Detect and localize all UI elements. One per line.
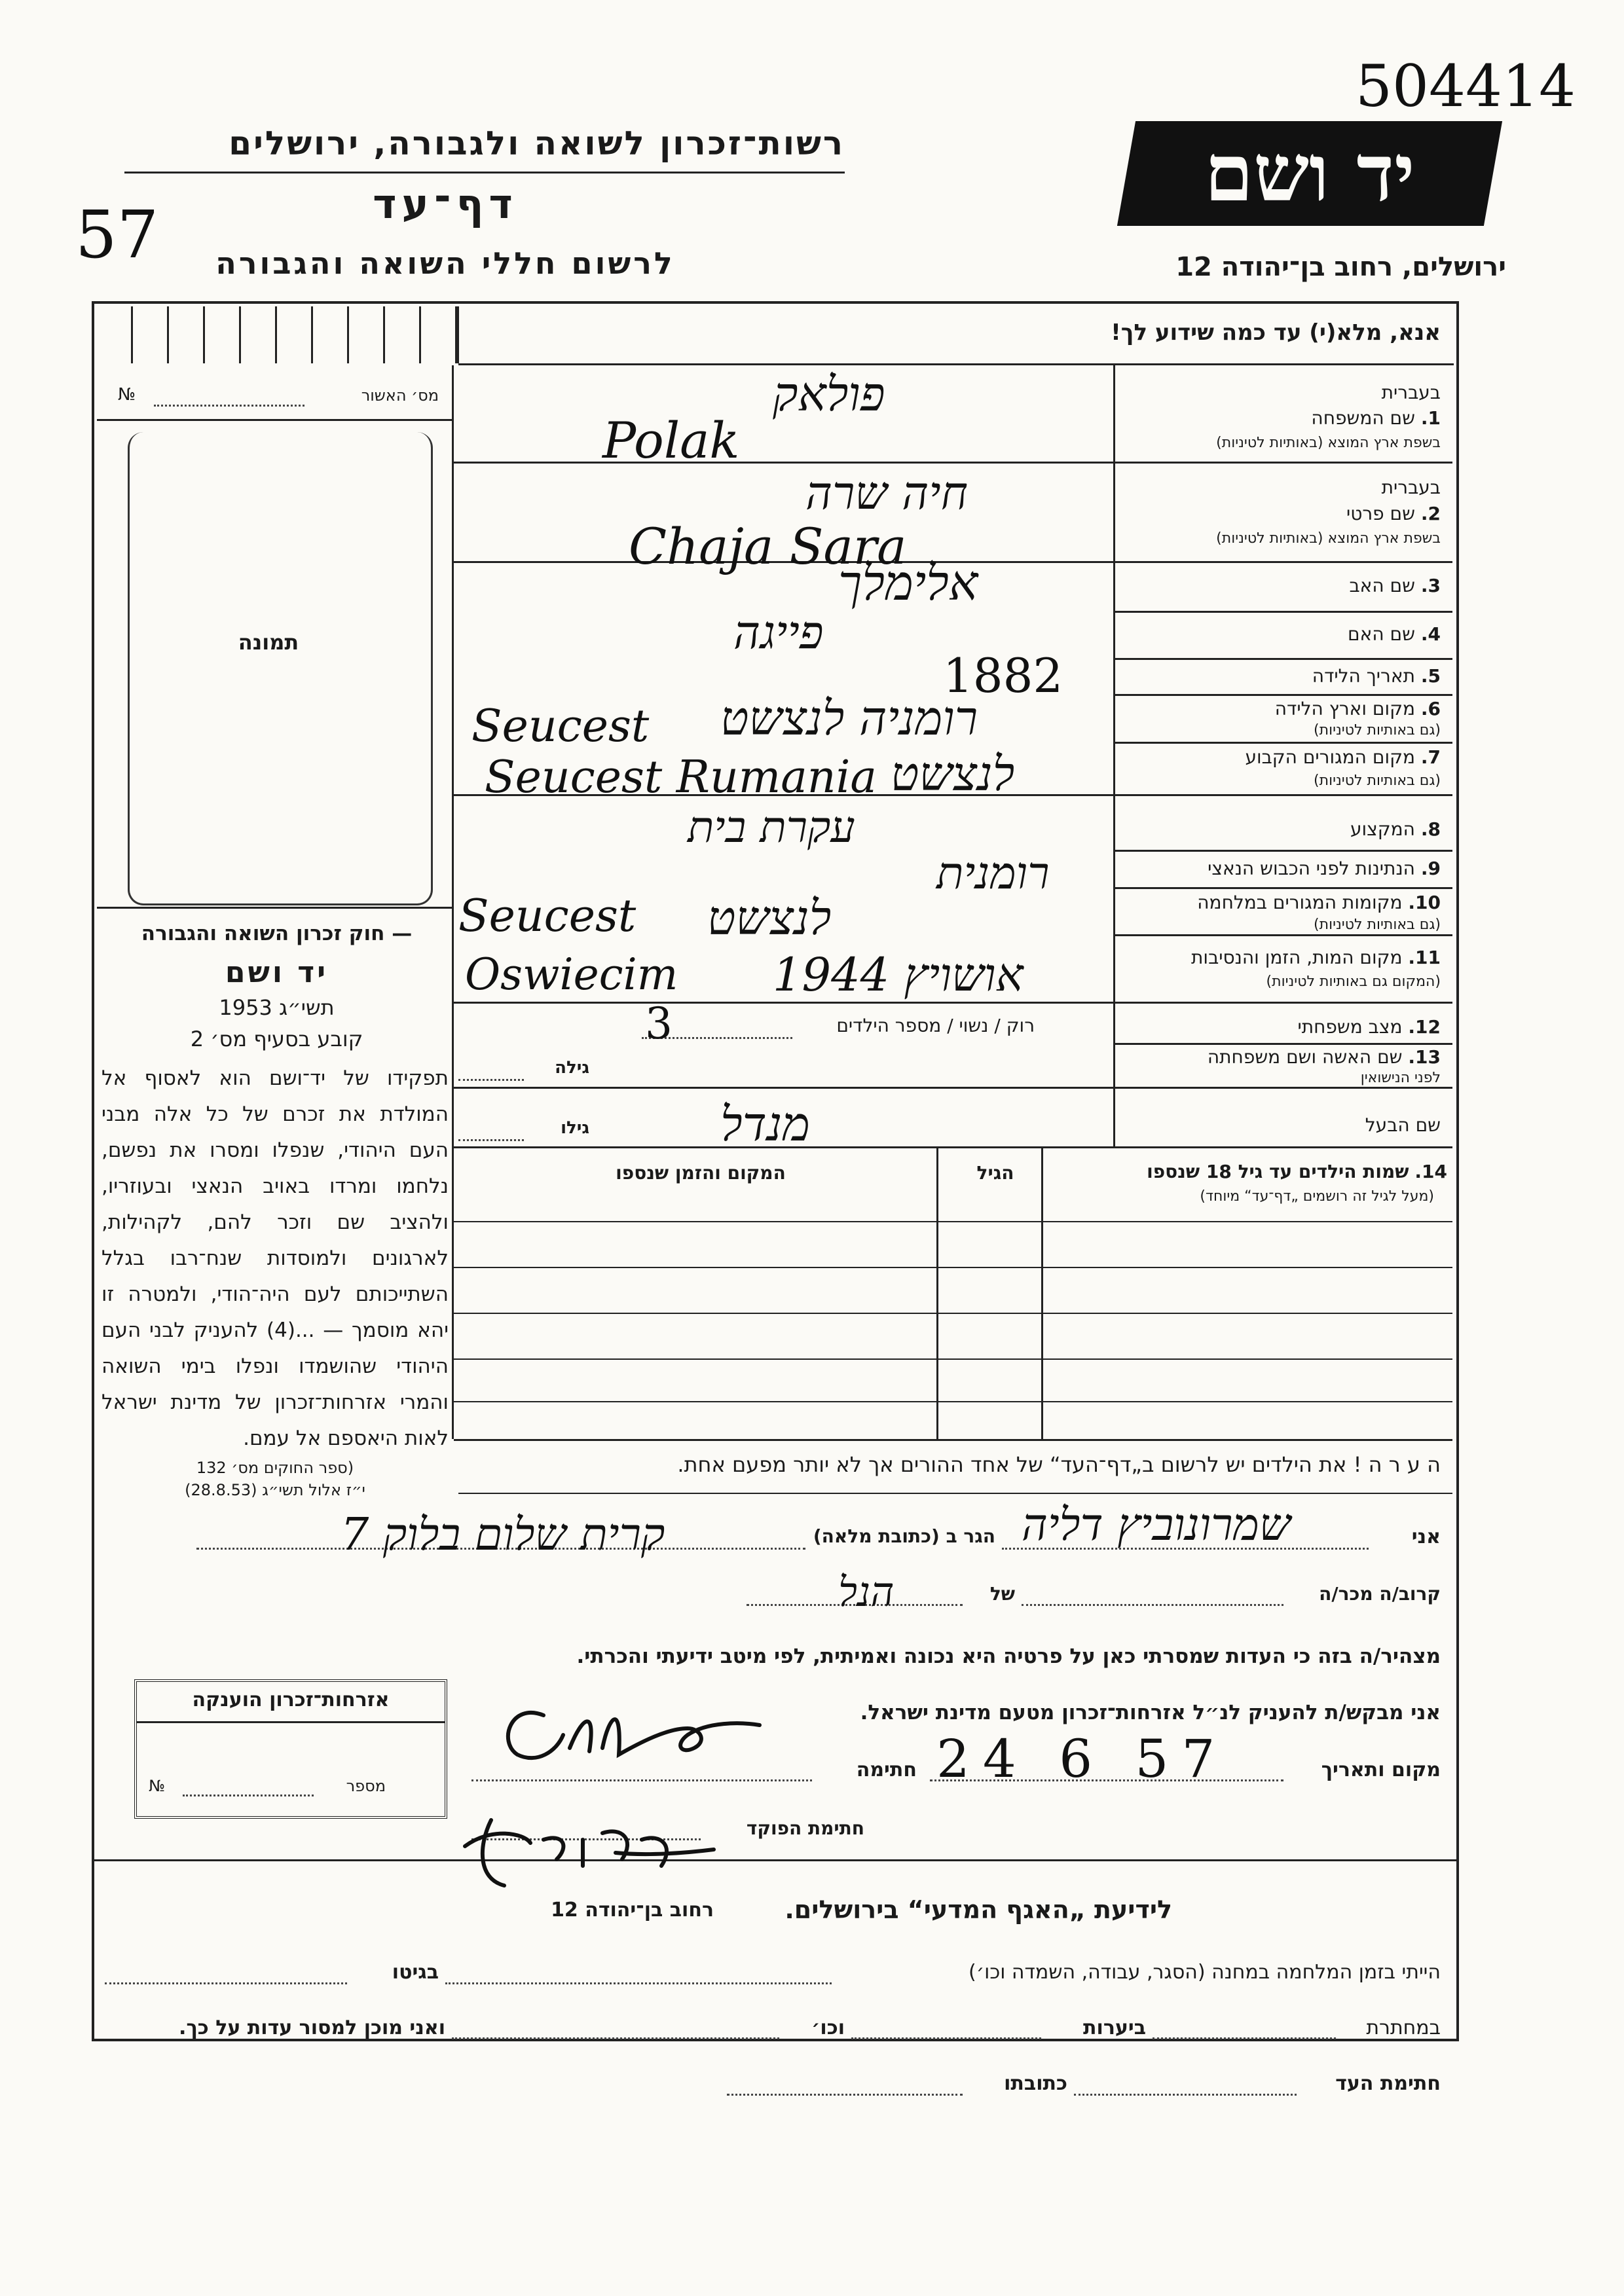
field-10-sub: (גם באותיות לטיניות) xyxy=(1314,917,1441,933)
citizenship-box-title: אזרחות־זכרון הוענקה xyxy=(192,1688,390,1711)
children-col-place: המקום והזמן שנספו xyxy=(616,1162,786,1184)
bottom-address-label: כתובתו xyxy=(1004,2072,1067,2095)
nationality-value: רומנית xyxy=(936,848,1050,900)
declarant-resides-label: הגר ב (כתובת מלאה) xyxy=(813,1525,995,1547)
relation-label: קרוב/ה מכר/ה xyxy=(1319,1583,1441,1605)
field-9-text: הנתינות לפני הכבוש הנאצי xyxy=(1208,858,1415,879)
children-col-divider-1 xyxy=(936,1146,938,1439)
law-reference-2: י״ז אלול תשי״ג (28.8.53) xyxy=(185,1481,365,1499)
law-reference-1: (ספר החוקים מס׳ 132 xyxy=(196,1459,354,1477)
law-year: תשי״ג 1953 xyxy=(219,995,335,1020)
field-11-number: 11. xyxy=(1408,947,1441,968)
bottom-witness-sig-label: חתימת העד xyxy=(1335,2072,1441,2095)
field-2-label xyxy=(1133,503,1441,524)
bottom-camp-label: הייתי בזמן המלחמה במחנה (הסגר, עבודה, השמדה וכו׳) xyxy=(968,1961,1441,1984)
page-title: דף־עד xyxy=(373,180,518,228)
field-4-separator xyxy=(1113,658,1452,660)
bottom-ghetto-line xyxy=(105,1982,347,1984)
citizenship-number-line xyxy=(183,1795,314,1796)
bottom-address-line xyxy=(727,2094,963,2096)
wartime-residence-latin-value: Seucest xyxy=(458,890,637,942)
husband-age-line xyxy=(458,1139,524,1141)
children-row-5 xyxy=(454,1401,1452,1402)
field-10-number: 10. xyxy=(1408,892,1441,913)
field-7-label xyxy=(1133,746,1441,768)
instruction-underline xyxy=(458,363,1454,365)
relation-of-label: של xyxy=(989,1583,1015,1605)
field-11-label xyxy=(1120,947,1441,968)
death-place-latin-value: Oswiecim xyxy=(465,949,678,1000)
citizenship-no-sign: № xyxy=(149,1777,165,1795)
signature-line xyxy=(471,1779,812,1781)
approval-number-line xyxy=(154,405,304,407)
field-12-text: מצב משפחתי xyxy=(1297,1016,1403,1038)
wartime-residence-hebrew-value: לנצשט xyxy=(707,890,832,945)
mother-name-value: פייגה xyxy=(733,606,824,659)
photo-label: תמונה xyxy=(238,630,299,655)
husband-name-value: מנדל xyxy=(720,1097,810,1152)
children-table-bottom xyxy=(454,1439,1452,1441)
place-date-label: מקום ותאריך xyxy=(1321,1758,1441,1781)
field-8-number: 8. xyxy=(1420,818,1441,840)
children-row-4 xyxy=(454,1358,1452,1360)
bottom-title: לידיעת „האגף המדעי“ בירושלים. xyxy=(784,1895,1172,1924)
field-5-text: תאריך הלידה xyxy=(1312,665,1415,687)
citizenship-request: אני מבקש/ת להעניק לנ״ל אזרחות־זכרון מטעם מדינת ישראל. xyxy=(860,1701,1441,1724)
citizenship-box xyxy=(134,1679,447,1819)
field-2-sub: בשפת ארץ המוצא (באותיות לטיניות) xyxy=(1216,530,1441,547)
left-panel-divider xyxy=(452,365,454,1439)
children-row-1 xyxy=(454,1221,1452,1222)
field-3-separator xyxy=(1113,611,1452,613)
occupation-value: עקרת בית xyxy=(688,802,855,852)
field-9-label xyxy=(1120,858,1441,879)
birth-place-latin-value: Seucest xyxy=(471,701,650,752)
field-9-separator xyxy=(1113,887,1452,889)
field-9-number: 9. xyxy=(1420,858,1441,879)
field-5-number: 5. xyxy=(1420,665,1441,687)
field-14-text: שמות הילדים עד גיל 18 שנספו xyxy=(1147,1161,1409,1182)
bottom-testimony-label: ואני מוכן למסור עדות על כך. xyxy=(179,2016,445,2039)
residence-latin-value: Seucest Rumania xyxy=(485,752,877,803)
field-12-options: רוק / נשוי / מספר הילדים xyxy=(836,1015,1035,1036)
field-7-text: מקום המגורים הקבוע xyxy=(1245,746,1415,768)
officer-signature-label: חתימת הפוקד xyxy=(746,1817,864,1839)
field-13-sub: לפני הנישואין xyxy=(1360,1070,1441,1086)
field-7-sub: (גם באותיות לטיניות) xyxy=(1314,773,1441,789)
field-3-text: שם האב xyxy=(1349,575,1415,596)
field-4-number: 4. xyxy=(1420,623,1441,645)
law-logo: יד ושם xyxy=(225,956,329,989)
declaration-date-value: 24 6 57 xyxy=(936,1728,1228,1789)
bottom-etc-line xyxy=(452,2037,779,2039)
field-1-number: 1. xyxy=(1420,407,1441,429)
note-separator xyxy=(458,1493,1452,1494)
field-1-hebrew-note: בעברית xyxy=(1381,382,1441,403)
children-count-value: 3 xyxy=(645,998,673,1049)
corner-number: 57 xyxy=(75,196,159,273)
field-6-sub: (גם באותיות לטיניות) xyxy=(1314,722,1441,738)
children-row-2 xyxy=(454,1267,1452,1268)
surname-latin-value: Polak xyxy=(602,411,740,469)
stamp-number: 504414 xyxy=(1356,52,1576,120)
instruction-text: אנא, מלא(י) עד כמה שידוע לך! xyxy=(1111,319,1441,346)
surname-hebrew-value: פולאק xyxy=(773,367,885,422)
field-3-label xyxy=(1133,575,1441,596)
wife-age-line xyxy=(458,1079,524,1081)
field-12-label xyxy=(1133,1016,1441,1038)
given-name-hebrew-value: חיה שרה xyxy=(805,466,969,520)
birth-date-value: 1882 xyxy=(943,648,1063,703)
children-note: ה ע ר ה ! את הילדים יש לרשום ב„דף־העד“ של אחד ההורים אך לא יותר מפעם אחת. xyxy=(677,1452,1441,1477)
bottom-camp-line xyxy=(445,1982,832,1984)
bottom-etc-label: וכו׳ xyxy=(811,2016,845,2039)
approval-label: מס׳ האשור xyxy=(361,386,439,405)
children-col-age: הגיל xyxy=(976,1162,1014,1184)
field-4-text: שם האם xyxy=(1348,623,1415,645)
bottom-witness-sig-line xyxy=(1074,2094,1297,2096)
bottom-forests-line xyxy=(851,2037,1041,2039)
children-row-3 xyxy=(454,1313,1452,1314)
authority-underline xyxy=(124,172,845,173)
declarant-signature xyxy=(491,1689,766,1774)
field-13-text: שם האשה ושם משפחתה xyxy=(1207,1046,1403,1068)
field-6-label xyxy=(1133,698,1441,720)
residence-hebrew-value: לנצשט xyxy=(891,746,1015,801)
field-6-separator xyxy=(1113,742,1452,744)
field-14-number: 14. xyxy=(1414,1161,1447,1182)
citizenship-box-title-line xyxy=(137,1721,445,1723)
yad-vashem-logo xyxy=(1117,121,1502,226)
declarant-address-value: קרית שלום בלוק 7 xyxy=(341,1509,665,1561)
field-3-number: 3. xyxy=(1420,575,1441,596)
authority-name: רשות־זכרון לשואה ולגבורה, ירושלים xyxy=(229,124,845,162)
given-name-latin-value: Chaja Sara xyxy=(629,517,907,575)
wife-age-label: גילה xyxy=(555,1058,589,1078)
declarant-i-label: אני xyxy=(1411,1525,1441,1548)
field-7-number: 7. xyxy=(1420,746,1441,768)
field-4-label xyxy=(1133,623,1441,645)
field-10-text: מקומות המגורים במלחמה xyxy=(1197,892,1403,913)
bottom-underground-line xyxy=(1153,2037,1336,2039)
field-2-number: 2. xyxy=(1420,503,1441,524)
bottom-forests-label: ביערות xyxy=(1083,2016,1146,2039)
filing-boxes xyxy=(97,306,459,363)
husband-separator xyxy=(454,1146,1452,1148)
field-5-label xyxy=(1133,665,1441,687)
death-place-hebrew-value: אושויץ 1944 xyxy=(773,948,1024,1002)
bottom-underground-label: במחתרת xyxy=(1366,2016,1441,2039)
field-5-separator xyxy=(1113,694,1452,696)
declaration-bottom-separator xyxy=(92,1859,1456,1861)
logo-text: יד ושם xyxy=(1204,127,1415,219)
photo-frame xyxy=(128,432,433,905)
field-8-separator xyxy=(1113,850,1452,852)
field-11-text: מקום המות, הזמן והנסיבות xyxy=(1191,947,1403,968)
filing-boxes-edge xyxy=(457,306,459,363)
birth-place-hebrew-value: רומניה לנצשט xyxy=(720,691,978,746)
field-14-label xyxy=(1041,1161,1447,1182)
bottom-ghetto-label: בגיטו xyxy=(392,1961,439,1984)
field-1-text: שם המשפחה xyxy=(1311,407,1415,429)
officer-signature xyxy=(452,1807,727,1899)
relation-line xyxy=(1022,1604,1283,1606)
field-13-separator xyxy=(454,1087,1452,1089)
approval-no-sign: № xyxy=(118,385,136,405)
field-6-number: 6. xyxy=(1420,698,1441,720)
field-2-text: שם פרטי xyxy=(1346,503,1415,524)
relation-value: הנל xyxy=(838,1568,895,1616)
field-1-label xyxy=(1133,407,1441,429)
field-8-text: המקצוע xyxy=(1350,818,1415,840)
field-12-number: 12. xyxy=(1408,1016,1441,1038)
bottom-title-address: רחוב בן־יהודה 12 xyxy=(551,1899,714,1922)
approval-separator xyxy=(97,419,454,421)
field-10-separator xyxy=(1113,934,1452,936)
father-name-value: אלימלך xyxy=(838,555,978,611)
page-subtitle: לרשום חללי השואה והגבורה xyxy=(215,246,675,281)
declaration-text: מצהיר/ה בזה כי העדות שמסרתי כאן על פרטיה היא נכונה ואמיתית, לפי מיטב ידיעתי והכרתי. xyxy=(576,1645,1441,1668)
law-body: תפקידו של יד־ושם הוא לאסוף אל המולדת את זכרם של כל אלה מבני העם היהודי, שנפלו ומסרו את נפשם, נלחמו ומרדו באויב הנאצי ובעוזריו, ולהציב שם וזכר להם, לקהילות, לארגונים ולמוסדות שנח־רבו בגלל השתייכותם לעם היה־הודי, ולמטרה זו יהא מוסמך — ...(4) להעניק לבני העם היהודי שהושמדו ונפלו בימי השואה והמרי אזרחות־זכרון של מדינת ישראל לאות היאספם אל עמם. xyxy=(101,1066,449,1450)
children-col-divider-2 xyxy=(1041,1146,1043,1439)
law-title: — חוק זכרון השואה והגבורה xyxy=(141,922,413,945)
field-10-label xyxy=(1120,892,1441,913)
husband-label: שם הבעל xyxy=(1365,1114,1441,1136)
law-clause: קובע בסעיף מס׳ 2 xyxy=(190,1027,363,1051)
signature-label: חתימה xyxy=(856,1758,917,1781)
field-13-number: 13. xyxy=(1408,1046,1441,1068)
declarant-name-value: שמרונוביץ דליה xyxy=(1022,1499,1291,1551)
photo-separator xyxy=(97,907,454,909)
citizenship-number-label: מספר xyxy=(346,1777,386,1795)
field-12-separator xyxy=(1113,1043,1452,1045)
label-column-divider xyxy=(1113,365,1115,1146)
field-11-sub: (המקום גם באותיות לטיניות) xyxy=(1266,974,1441,990)
field-1-sub: בשפת ארץ המוצא (באותיות לטיניות) xyxy=(1216,435,1441,451)
field-2-hebrew-note: בעברית xyxy=(1381,477,1441,498)
field-14-sub: (מעל לגיל זה רושמים „דף־עד“ מיוחד) xyxy=(1200,1188,1434,1205)
field-13-label xyxy=(1120,1046,1441,1068)
header-address: ירושלים, רחוב בן־יהודה 12 xyxy=(1175,252,1506,282)
husband-age-label: גילו xyxy=(561,1118,589,1138)
field-8-label xyxy=(1133,818,1441,840)
field-6-text: מקום וארץ הלידה xyxy=(1274,698,1415,720)
